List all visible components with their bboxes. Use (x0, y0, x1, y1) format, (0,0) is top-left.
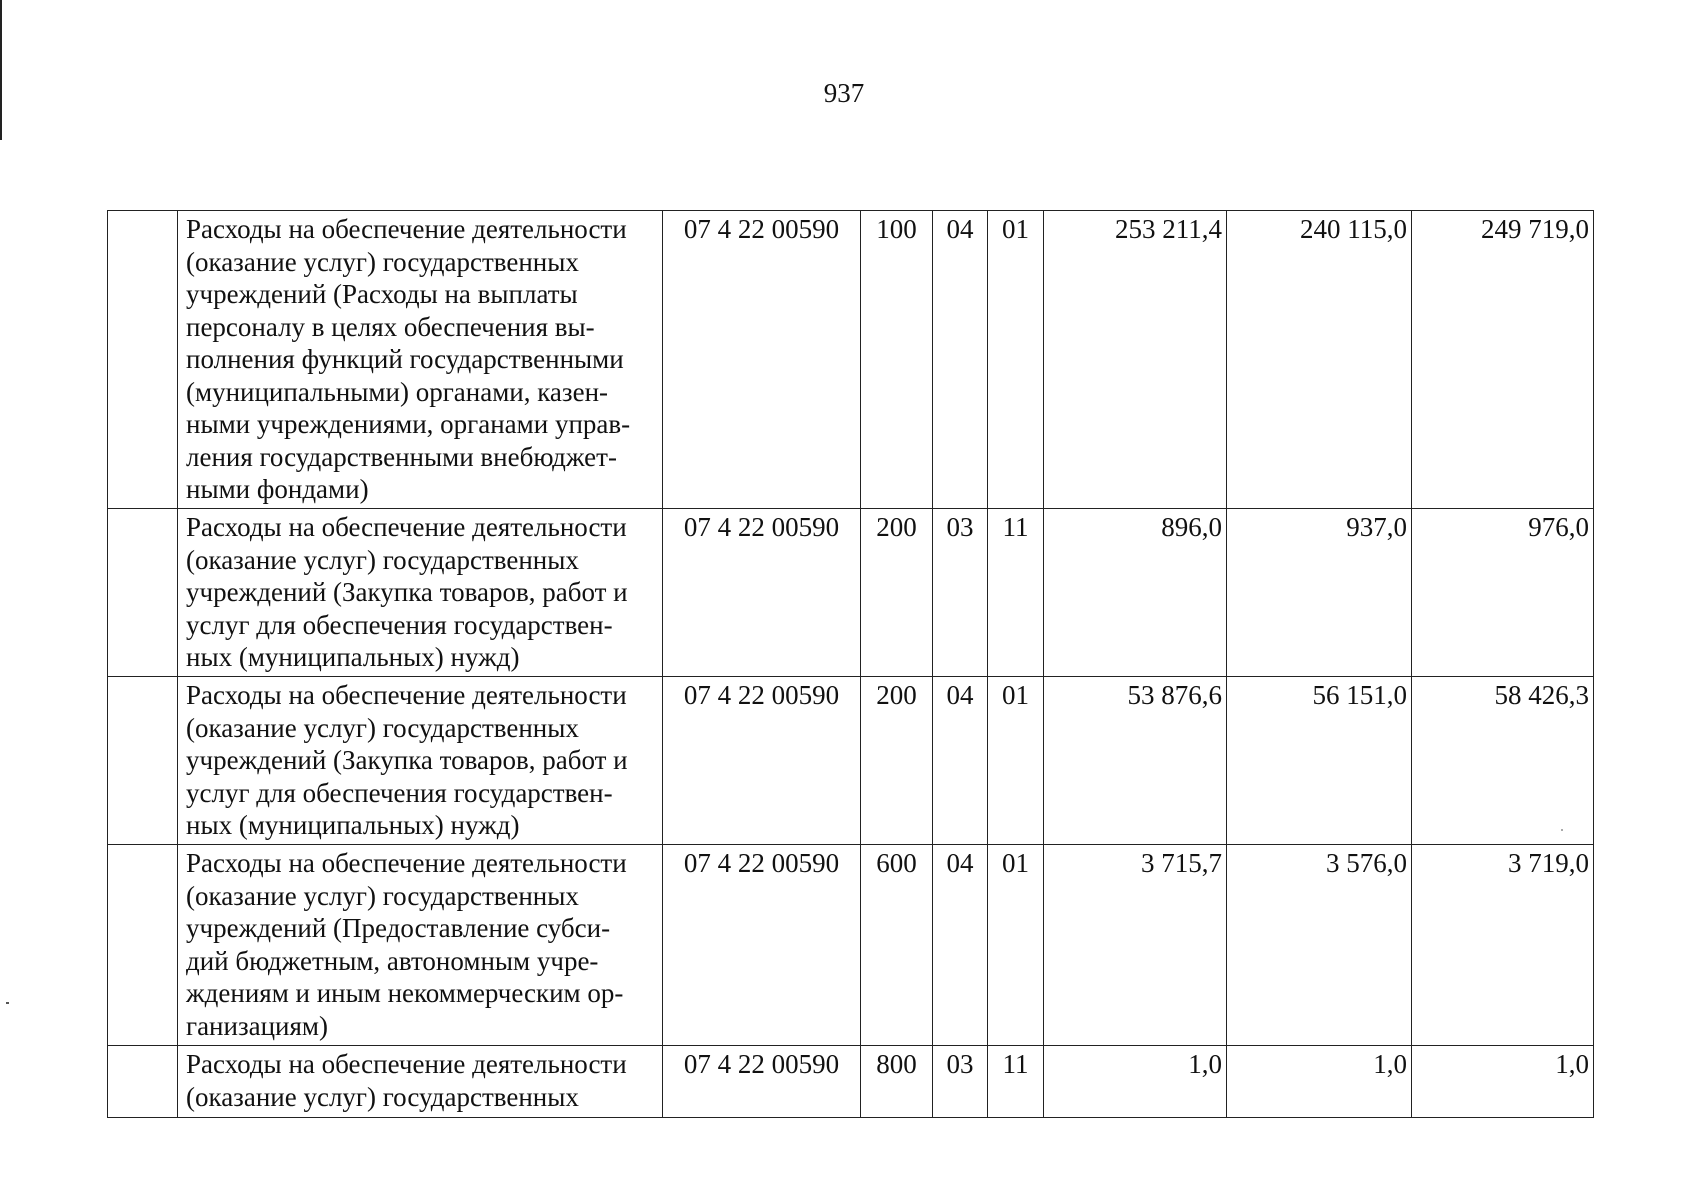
expense-type-cell: 200 (861, 509, 933, 677)
target-code-cell: 07 4 22 00590 (663, 211, 861, 509)
row-number-cell (108, 509, 178, 677)
description-line: полнения функций государственными (186, 344, 624, 374)
subsection-cell: 11 (988, 509, 1044, 677)
scan-speck (1561, 829, 1563, 831)
budget-table (107, 210, 1594, 1118)
amount-2-cell: 56 151,0 (1227, 677, 1412, 845)
description-cell (178, 509, 663, 677)
amount-3-cell: 58 426,3 (1412, 677, 1594, 845)
expense-type-cell: 100 (861, 211, 933, 509)
expense-type-cell: 600 (861, 845, 933, 1046)
description-line: дий бюджетным, автономным учре- (186, 945, 599, 976)
description-line: ных (муниципальных) нужд) (186, 810, 520, 840)
subsection-cell: 01 (988, 211, 1044, 509)
amount-1-cell: 53 876,6 (1044, 677, 1227, 845)
description-line: (муниципальными) органами, казен- (186, 376, 609, 407)
table-row (108, 211, 1594, 509)
description-line: ганизациям) (186, 1010, 329, 1041)
row-number-cell (108, 845, 178, 1046)
description-line: (оказание услуг) государственных (186, 712, 579, 743)
expense-type-cell: 200 (861, 677, 933, 845)
section-cell: 04 (933, 845, 988, 1046)
description-line: Расходы на обеспечение деятельности (186, 680, 627, 710)
description-line: ления государственными внебюджет- (186, 441, 617, 472)
row-number-cell (108, 677, 178, 845)
description-line: услуг для обеспечения государствен- (186, 777, 613, 808)
description-line: персоналу в целях обеспечения вы- (186, 311, 595, 342)
subsection-cell: 01 (988, 677, 1044, 845)
target-code-cell: 07 4 22 00590 (663, 509, 861, 677)
amount-1-cell: 253 211,4 (1044, 211, 1227, 509)
description-line: (оказание услуг) государственных (186, 1081, 579, 1112)
amount-1-cell: 896,0 (1044, 509, 1227, 677)
target-code-cell: 07 4 22 00590 (663, 845, 861, 1046)
amount-2-cell: 1,0 (1227, 1046, 1412, 1118)
description-line: (оказание услуг) государственных (186, 544, 579, 575)
description-line: учреждений (Предоставление субси- (186, 913, 611, 943)
row-number-cell (108, 211, 178, 509)
scan-edge-mark (0, 0, 2, 140)
subsection-cell: 11 (988, 1046, 1044, 1118)
description-cell (178, 211, 663, 509)
table-body (108, 211, 1594, 1118)
amount-2-cell: 240 115,0 (1227, 211, 1412, 509)
amount-3-cell: 249 719,0 (1412, 211, 1594, 509)
table-row (108, 1046, 1594, 1118)
description-line: ждениям и иным некоммерческим ор- (186, 978, 624, 1008)
scan-tick-mark (6, 1002, 9, 1004)
description-line: Расходы на обеспечение деятельности (186, 512, 627, 542)
description-line: ных (муниципальных) нужд) (186, 642, 520, 672)
description-line: учреждений (Закупка товаров, работ и (186, 577, 628, 607)
expense-type-cell: 800 (861, 1046, 933, 1118)
description-line: Расходы на обеспечение деятельности (186, 848, 627, 878)
page-number: 937 (823, 78, 865, 108)
description-line: ными учреждениями, органами управ- (186, 409, 631, 439)
amount-3-cell: 1,0 (1412, 1046, 1594, 1118)
description-line: (оказание услуг) государственных (186, 246, 579, 277)
table-row (108, 509, 1594, 677)
table-row (108, 677, 1594, 845)
section-cell: 03 (933, 1046, 988, 1118)
row-number-cell (108, 1046, 178, 1118)
table-row (108, 845, 1594, 1046)
target-code-cell: 07 4 22 00590 (663, 1046, 861, 1118)
amount-3-cell: 3 719,0 (1412, 845, 1594, 1046)
amount-1-cell: 3 715,7 (1044, 845, 1227, 1046)
section-cell: 03 (933, 509, 988, 677)
description-line: учреждений (Закупка товаров, работ и (186, 745, 628, 775)
amount-3-cell: 976,0 (1412, 509, 1594, 677)
amount-2-cell: 937,0 (1227, 509, 1412, 677)
section-cell: 04 (933, 211, 988, 509)
description-line: услуг для обеспечения государствен- (186, 609, 613, 640)
description-line: учреждений (Расходы на выплаты (186, 279, 578, 309)
description-cell (178, 845, 663, 1046)
description-line: Расходы на обеспечение деятельности (186, 214, 627, 244)
amount-2-cell: 3 576,0 (1227, 845, 1412, 1046)
subsection-cell: 01 (988, 845, 1044, 1046)
description-line: ными фондами) (186, 474, 369, 504)
description-line: Расходы на обеспечение деятельности (186, 1049, 627, 1079)
amount-1-cell: 1,0 (1044, 1046, 1227, 1118)
description-cell (178, 677, 663, 845)
description-line: (оказание услуг) государственных (186, 880, 579, 911)
target-code-cell: 07 4 22 00590 (663, 677, 861, 845)
description-cell (178, 1046, 663, 1118)
section-cell: 04 (933, 677, 988, 845)
